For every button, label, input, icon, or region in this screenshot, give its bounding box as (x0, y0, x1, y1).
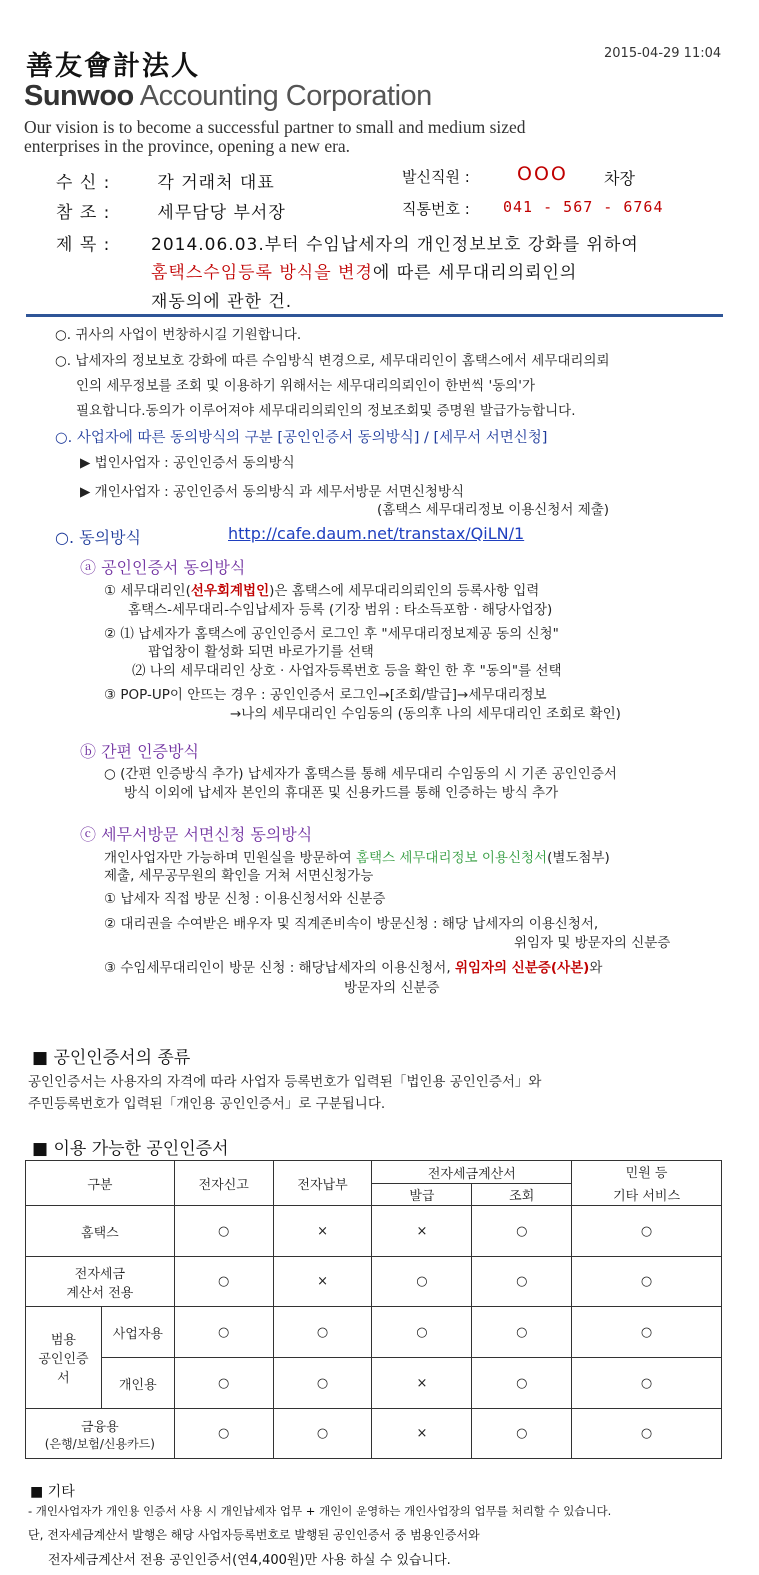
visit-line-1-pre: 개인사업자만 가능하며 민원실을 방문하여 (104, 850, 356, 866)
simple-auth-line-2: 방식 이외에 납세자 본인의 휴대폰 및 신용카드를 통해 인증하는 방식 추가 (124, 785, 559, 801)
company-logo-english (24, 80, 432, 113)
visit-option-1: ① 납세자 직접 방문 신청 : 이용신청서와 신분증 (104, 891, 386, 907)
application-form-name: 홈택스 세무대리정보 이용신청서 (355, 850, 548, 866)
visit-line-1-post: (별도첨부) (547, 850, 610, 866)
cert-types-line-1: 공인인증서는 사용자의 자격에 따라 사업자 등록번호가 입력된「법인용 공인인증서」와 (28, 1074, 542, 1090)
cell: ○ (572, 1257, 722, 1307)
cell: ○ (273, 1307, 372, 1358)
document-datetime: 2015-04-29 11:04 (604, 46, 722, 61)
vision-line-1: Our vision is to become a successful partner to small and medium sized (24, 117, 526, 137)
etc-line-2: 단, 전자세금계산서 발행은 해당 사업자등록번호로 발행된 공인인증서 중 범용인증서와 (28, 1528, 480, 1542)
cell: ○ (174, 1409, 273, 1459)
memo-subject-line-2 (151, 258, 577, 283)
group-line-2: 공인인증 (38, 1352, 89, 1367)
available-certs-heading: ■ 이용 가능한 공인인증서 (32, 1139, 229, 1159)
visit-option-3 (104, 956, 602, 976)
sender-name: OOO (517, 163, 568, 185)
simple-auth-title: ⓑ 간편 인증방식 (80, 742, 199, 761)
company-vision (24, 118, 526, 156)
cell: × (372, 1358, 472, 1409)
memo-cc-value: 세무담당 부서장 (157, 203, 286, 223)
row-label-business: 사업자용 (101, 1307, 174, 1358)
cert-consent-step-2b: ⑵ 나의 세무대리인 상호 · 사업자등록번호 등을 확인 한 후 "동의"를 선택 (132, 663, 562, 679)
row-label-einvoice-only (26, 1257, 175, 1307)
memo-subject-line-2-rest: 에 따른 세무대리의뢰인의 (372, 263, 578, 283)
memo-to (56, 168, 275, 193)
group-line-1: 범용 (50, 1333, 76, 1348)
cell: ○ (472, 1358, 572, 1409)
header-inquiry: 조회 (472, 1184, 572, 1206)
cell: ○ (174, 1307, 273, 1358)
cert-types-line-2: 주민등록번호가 입력된「개인용 공인인증서」로 구분됩니다. (28, 1096, 386, 1112)
cell: ○ (372, 1257, 472, 1307)
logo-rest: Accounting Corporation (133, 80, 432, 112)
simple-auth-line-1: ○ (간편 인증방식 추가) 납세자가 홈택스를 통해 세무대리 수임동의 시 기존 공인인증서 (104, 766, 617, 782)
cell: ○ (572, 1307, 722, 1358)
cell: × (273, 1206, 372, 1257)
consent-type-title: ○. 사업자에 따른 동의방식의 구분 [공인인증서 동의방식] / [세무서 서면신청] (55, 430, 548, 446)
cell: ○ (472, 1409, 572, 1459)
visit-application-line-2: 제출, 세무공무원의 확인을 거쳐 서면신청가능 (104, 868, 374, 884)
memo-cc (56, 198, 286, 223)
cert-consent-step-3: ③ POP-UP이 안뜨는 경우 : 공인인증서 로그인→[조회/발급]→세무대리정보 (104, 687, 547, 703)
table-row (26, 1358, 722, 1409)
individual-business-note: (홈택스 세무대리정보 이용신청서 제출) (377, 502, 610, 518)
sender-label: 발신직원 : (402, 168, 470, 186)
logo-brand: Sunwoo (24, 80, 134, 112)
step-1-pre: ① 세무대리인( (104, 583, 191, 599)
table-header-row (26, 1161, 722, 1184)
cert-consent-step-3-detail: →나의 세무대리인 수임동의 (동의후 나의 세무대리인 조회로 확인) (230, 706, 621, 722)
cell: ○ (273, 1358, 372, 1409)
row-label-financial (26, 1409, 175, 1459)
memo-subject-label: 제 목 : (56, 235, 111, 255)
header-e-payment: 전자납부 (273, 1161, 372, 1206)
cert-consent-title: ⓐ 공인인증서 동의방식 (80, 558, 246, 577)
row-label-line-1: 금융용 (81, 1419, 119, 1435)
cell: ○ (174, 1358, 273, 1409)
sender-title: 차장 (604, 169, 635, 188)
header-category: 구분 (26, 1161, 175, 1206)
table-row (26, 1206, 722, 1257)
phone-label: 직통번호 : (402, 200, 470, 218)
cell: ○ (372, 1307, 472, 1358)
cell: ○ (572, 1409, 722, 1459)
vision-line-2: enterprises in the province, opening a new era. (24, 136, 351, 156)
firm-name: 선우회계법인 (190, 583, 270, 599)
phone-number: 041 - 567 - 6764 (503, 198, 664, 216)
cell: ○ (273, 1409, 372, 1459)
cert-consent-step-2a: ② ⑴ 납세자가 홈택스에 공인인증서 로그인 후 "세무대리정보제공 동의 신청" (104, 626, 559, 642)
visit-option-3-pre: ③ 수임세무대리인이 방문 신청 : 해당납세자의 이용신청서, (104, 960, 455, 976)
greeting: ○. 귀사의 사업이 번창하시길 기원합니다. (55, 327, 302, 343)
visit-application-title: ⓒ 세무서방문 서면신청 동의방식 (80, 825, 313, 844)
row-label-line-1: 전자세금 (74, 1266, 125, 1282)
consent-method-title: ○. 동의방식 (55, 528, 141, 547)
step-1-post: )은 홈택스에 세무대리의뢰인의 등록사항 입력 (269, 583, 540, 599)
individual-business-item: ▶ 개인사업자 : 공인인증서 동의방식 과 세무서방문 서면신청방식 (80, 484, 465, 500)
table-row (26, 1409, 722, 1459)
cert-consent-step-2a-detail: 팝업창이 활성화 되면 바로가기를 선택 (148, 644, 374, 660)
memo-to-label: 수 신 : (56, 173, 111, 193)
cell: ○ (572, 1206, 722, 1257)
corporate-business-item: ▶ 법인사업자 : 공인인증서 동의방식 (80, 455, 295, 471)
group-line-3: 서 (57, 1371, 70, 1386)
header-civil-services (572, 1161, 722, 1206)
visit-option-2: ② 대리권을 수여받은 배우자 및 직계존비속이 방문신청 : 해당 납세자의 이용신청서, (104, 916, 599, 932)
table-row (26, 1257, 722, 1307)
header-e-filing: 전자신고 (174, 1161, 273, 1206)
visit-application-line-1 (104, 846, 610, 866)
row-group-general-cert (26, 1307, 102, 1409)
header-divider (26, 314, 723, 317)
row-label-hometax: 홈택스 (26, 1206, 175, 1257)
row-label-line-2: 계산서 전용 (66, 1285, 134, 1301)
company-logo-korean: 善友會計法人 (26, 51, 200, 82)
cell: ○ (174, 1257, 273, 1307)
available-certs-table (25, 1160, 722, 1459)
cell: ○ (572, 1358, 722, 1409)
row-label-personal: 개인용 (101, 1358, 174, 1409)
visit-option-2-detail: 위임자 및 방문자의 신분증 (514, 935, 671, 951)
visit-option-3-post: 와 (589, 960, 603, 976)
etc-line-3: 전자세금계산서 전용 공인인증서(연4,400원)만 사용 하실 수 있습니다. (48, 1553, 451, 1568)
memo-subject-line-3: 재동의에 관한 건. (151, 292, 293, 312)
consent-guide-link[interactable]: http://cafe.daum.net/transtax/QiLN/1 (228, 524, 525, 543)
cell: × (372, 1409, 472, 1459)
memo-subject-line-1: 2014.06.03.부터 수임납세자의 개인정보보호 강화를 위하여 (151, 235, 639, 255)
etc-line-1: - 개인사업자가 개인용 인증서 사용 시 개인납세자 업무 + 개인이 운영하는 개인사업장의 업무를 처리할 수 있습니다. (28, 1504, 612, 1518)
table-row (26, 1307, 722, 1358)
delegator-id-copy: 위임자의 신분증(사본) (454, 960, 590, 976)
civil-services-line-2: 기타 서비스 (613, 1189, 681, 1204)
memo-to-value: 각 거래처 대표 (157, 173, 275, 193)
civil-services-line-1: 민원 등 (625, 1166, 668, 1181)
cell: ○ (472, 1307, 572, 1358)
memo-cc-label: 참 조 : (56, 203, 111, 223)
cert-consent-step-1 (104, 579, 539, 599)
visit-option-3-detail: 방문자의 신분증 (344, 980, 440, 996)
header-e-invoice: 전자세금계산서 (372, 1161, 572, 1184)
cell: × (372, 1206, 472, 1257)
cell: ○ (174, 1206, 273, 1257)
notice-line-1: ○. 납세자의 정보보호 강화에 따른 수임방식 변경으로, 세무대리인이 홈택스에서 세무대리의뢰 (55, 353, 610, 369)
cert-consent-step-1-detail: 홈택스-세무대리-수임납세자 등록 (기장 범위 : 타소득포함 · 해당사업장) (128, 602, 553, 618)
cell: ○ (472, 1206, 572, 1257)
cell: × (273, 1257, 372, 1307)
notice-line-2: 인의 세무정보를 조회 및 이용하기 위해서는 세무대리의뢰인이 한번씩 '동의'가 (76, 378, 536, 394)
etc-heading: ■ 기타 (30, 1484, 75, 1500)
row-label-line-2: (은행/보험/신용카드) (44, 1436, 155, 1451)
cell: ○ (472, 1257, 572, 1307)
cert-types-heading: ■ 공인인증서의 종류 (32, 1048, 191, 1068)
notice-line-3: 필요합니다.동의가 이루어져야 세무대리의뢰인의 정보조회및 증명원 발급가능합니다. (76, 403, 576, 419)
memo-subject-highlight: 홈택스수임등록 방식을 변경 (151, 263, 373, 283)
header-issue: 발급 (372, 1184, 472, 1206)
